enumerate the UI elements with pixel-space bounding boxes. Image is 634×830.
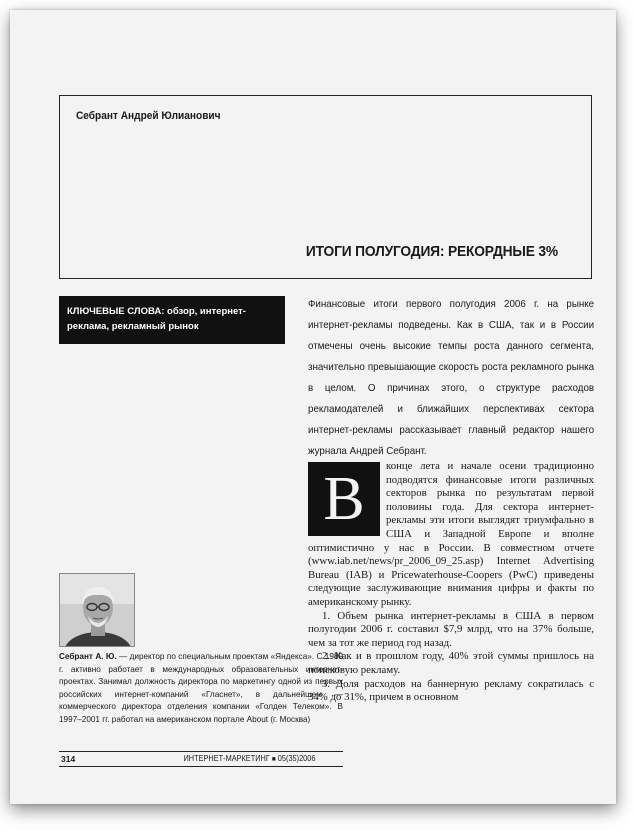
bio-name: Себрант А. Ю.	[59, 652, 117, 661]
author-photo	[59, 573, 135, 647]
page-number: 314	[61, 754, 76, 764]
body-paragraph-2: 1. Объем рынка интернет-рекламы в США в первом полугодии 2006 г. составил $7,9 млрд, что на 37% больше, чем за тот же период год назад.	[308, 609, 594, 649]
square-icon: ■	[271, 756, 276, 763]
body-paragraph-4: 3. Доля расходов на баннерную рекламу сократилась с 34% до 31%, причем в основном	[308, 677, 594, 704]
bio-text: — директор по специальным проектам «Яндекса». С 1989 г. активно работает в международных образовательных интернет-проектах. Занимал должность директора по маркетингу одной из первых российских интернет-компаний «Гласнет», в дальнейшем — коммерческого директора отделения компании «Голден Телеком». В 1997–2001 гг. работал на американском портале About (г. Москва)	[59, 652, 343, 724]
article-title: ИТОГИ ПОЛУГОДИЯ: РЕКОРДНЫЕ 3%	[305, 243, 558, 260]
abstract	[308, 294, 594, 462]
portrait-image	[60, 574, 135, 647]
author-name: Себрант Андрей Юлианович	[76, 110, 221, 122]
journal-name: ИНТЕРНЕТ-МАРКЕТИНГ	[183, 754, 270, 763]
abstract-text: Финансовые итоги первого полугодия 2006 г. на рынке интернет-рекламы подведены. Как в США, так и в России отмечены очень высокие темпы роста данного сегмента, значительно превышающие скорость роста рекламного рынка в целом. О причинах этого, о структуре расходов рекламодателей и ближайших перспективах сектора интернет-рекламы рассказывает главный редактор нашего журнала Андрей Себрант.	[308, 299, 595, 457]
body-paragraph-1: конце лета и начале осени традиционно подводятся финансовые итоги различных секторов рынка по результатам первой половины года. Для сектора интернет-рекламы эти итоги выглядят триумфально в США и Западной Европе и вполне оптимистично у нас в России. В совместном отчете (www.iab.net/news/pr_2006_09_25.asp) Internet Advertising Bureau (IAB) и Pricewaterhouse-Coopers (PwC) приведены следующие заслуживающие внимания цифры и факты по американскому рынку.	[308, 460, 594, 608]
journal-page	[10, 10, 616, 804]
footer-rule-bottom	[59, 766, 343, 767]
body-paragraph-3: 2. Как и в прошлом году, 40% этой суммы пришлось на поисковую рекламу.	[308, 650, 594, 676]
author-bio	[59, 651, 343, 727]
journal-issue: 05(35)2006	[277, 754, 315, 763]
footer-rule-top	[59, 751, 343, 752]
journal-info	[183, 754, 315, 763]
dropcap-letter: В	[308, 462, 380, 536]
title-box	[59, 95, 592, 279]
keywords-block: КЛЮЧЕВЫЕ СЛОВА: обзор, интернет-реклама, рекламный рынок	[59, 296, 285, 344]
